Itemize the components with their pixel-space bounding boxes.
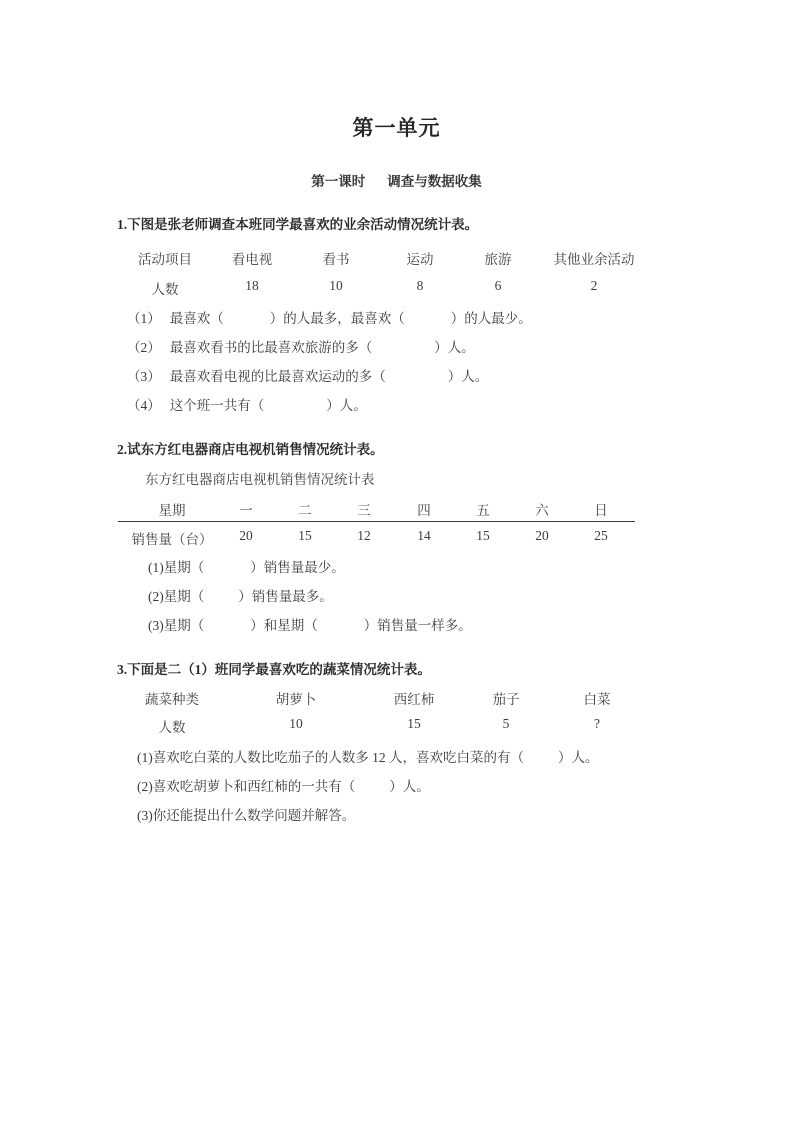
q1-table-value-4: 2 (590, 278, 598, 293)
q1-sub-4-tag: （4） (127, 398, 161, 413)
question-2-sub-3 (148, 614, 472, 634)
question-1-sub-2 (127, 336, 475, 356)
q3-sub-2-text-b: ）人。 (389, 779, 430, 794)
q2-table-value-0: 20 (239, 528, 253, 543)
q2-sub-2-text-a: 星期（ (163, 589, 205, 604)
q2-sub-1-tag: (1) (148, 560, 164, 575)
q2-table-header-label: 星期 (158, 503, 186, 518)
q3-table-header-label: 蔬菜种类 (145, 692, 199, 707)
q1-table-value-1: 10 (329, 278, 343, 293)
q2-table-value-4: 15 (476, 528, 490, 543)
q1-sub-3-text-b: ）人。 (447, 369, 489, 384)
q2-sub-1-text-a: 星期（ (163, 560, 205, 575)
q2-sub-3-text-a: 星期（ (163, 618, 205, 633)
q3-table-category-3: 白菜 (583, 692, 611, 707)
q1-sub-1-tag: （1） (127, 311, 161, 326)
q1-sub-2-text-a: 最喜欢看书的比最喜欢旅游的多（ (169, 340, 373, 355)
q3-sub-1-tag: (1) (137, 750, 153, 765)
q3-table-value-0: 10 (289, 716, 303, 731)
q2-table-category-6: 日 (594, 503, 608, 518)
q2-table-value-3: 14 (417, 528, 431, 543)
page-title: 第一单元 (352, 116, 441, 140)
q1-table-category-4: 其他业余活动 (553, 252, 635, 267)
q3-sub-3-tag: (3) (137, 808, 153, 823)
q2-table-value-5: 20 (535, 528, 549, 543)
q2-table-value-label: 销售量（台） (131, 532, 213, 547)
q2-sub-1-text-b: ）销售量最少。 (250, 560, 345, 575)
page-subtitle (0, 170, 793, 190)
q2-table-category-3: 四 (417, 503, 431, 518)
q3-table-value-1: 15 (407, 716, 421, 731)
q3-table-category-0: 胡萝卜 (275, 692, 317, 707)
q2-table-value-1: 15 (298, 528, 312, 543)
q1-table-value-label: 人数 (151, 282, 179, 297)
q1-sub-4-text-b: ）人。 (326, 398, 367, 413)
q3-table-value-3: ? (594, 716, 600, 731)
q3-table-value-label: 人数 (158, 720, 186, 735)
subtitle-lesson: 第一课时 (311, 174, 366, 189)
q1-table-category-0: 看电视 (231, 252, 273, 267)
question-2-sub-1 (148, 556, 345, 576)
q2-table-divider (118, 521, 635, 522)
q2-sub-3-text-b: ）和星期（ (250, 618, 318, 633)
q3-sub-2-text-a: 喜欢吃胡萝卜和西红柿的一共有（ (152, 779, 356, 794)
question-1-sub-1 (127, 307, 532, 327)
q2-table-category-5: 六 (535, 503, 549, 518)
q1-table-category-3: 旅游 (484, 252, 512, 267)
q2-table-category-4: 五 (476, 503, 490, 518)
q2-sub-3-text-c: ）销售量一样多。 (363, 618, 472, 633)
subtitle-topic: 调查与数据收集 (387, 174, 482, 189)
question-1-sub-3 (127, 365, 488, 385)
q1-table-category-2: 运动 (406, 252, 434, 267)
q2-table-category-2: 三 (357, 503, 371, 518)
q1-table-value-0: 18 (245, 278, 259, 293)
q3-sub-1-text-a: 喜欢吃白菜的人数比吃茄子的人数多 12 人，喜欢吃白菜的有（ (152, 750, 524, 765)
q1-sub-1-text-a: 最喜欢（ (169, 311, 224, 326)
question-3-sub-3 (137, 804, 355, 824)
q2-table-caption: 东方红电器商店电视机销售情况统计表 (145, 472, 375, 487)
q1-sub-3-tag: （3） (127, 369, 161, 384)
q2-sub-2-tag: (2) (148, 589, 164, 604)
q2-table-category-0: 一 (239, 503, 253, 518)
q1-table-header-label: 活动项目 (138, 252, 192, 267)
q1-sub-2-text-b: ）人。 (434, 340, 475, 355)
question-3-sub-1 (137, 746, 599, 766)
q1-sub-4-text-a: 这个班一共有（ (169, 398, 265, 413)
q1-sub-3-text-a: 最喜欢看电视的比最喜欢运动的多（ (169, 369, 386, 384)
q3-sub-1-text-b: ）人。 (558, 750, 599, 765)
q3-table-category-1: 西红柿 (393, 692, 435, 707)
q2-sub-2-text-b: ）销售量最多。 (238, 589, 333, 604)
q2-table-category-1: 二 (298, 503, 312, 518)
q3-table-value-2: 5 (502, 716, 510, 731)
q2-table-value-6: 25 (594, 528, 608, 543)
question-3-sub-2 (137, 775, 430, 795)
q1-table-value-3: 6 (494, 278, 502, 293)
q2-table-value-2: 12 (357, 528, 371, 543)
question-1-sub-4 (127, 394, 367, 414)
q1-table-value-2: 8 (416, 278, 424, 293)
q3-sub-2-tag: (2) (137, 779, 153, 794)
q1-sub-2-tag: （2） (127, 340, 161, 355)
q1-sub-1-text-b: ）的人最多，最喜欢（ (269, 311, 405, 326)
q3-sub-3-text-a: 你还能提出什么数学问题并解答。 (152, 808, 356, 823)
q1-table-category-1: 看书 (322, 252, 350, 267)
q1-sub-1-text-c: ）的人最少。 (450, 311, 532, 326)
q2-sub-3-tag: (3) (148, 618, 164, 633)
q3-table-category-2: 茄子 (492, 692, 520, 707)
question-3-heading: 3.下面是二（1）班同学最喜欢吃的蔬菜情况统计表。 (117, 662, 431, 677)
question-2-heading: 2.试东方红电器商店电视机销售情况统计表。 (117, 442, 384, 457)
question-1-heading: 1.下图是张老师调查本班同学最喜欢的业余活动情况统计表。 (117, 217, 479, 232)
question-2-sub-2 (148, 585, 333, 605)
